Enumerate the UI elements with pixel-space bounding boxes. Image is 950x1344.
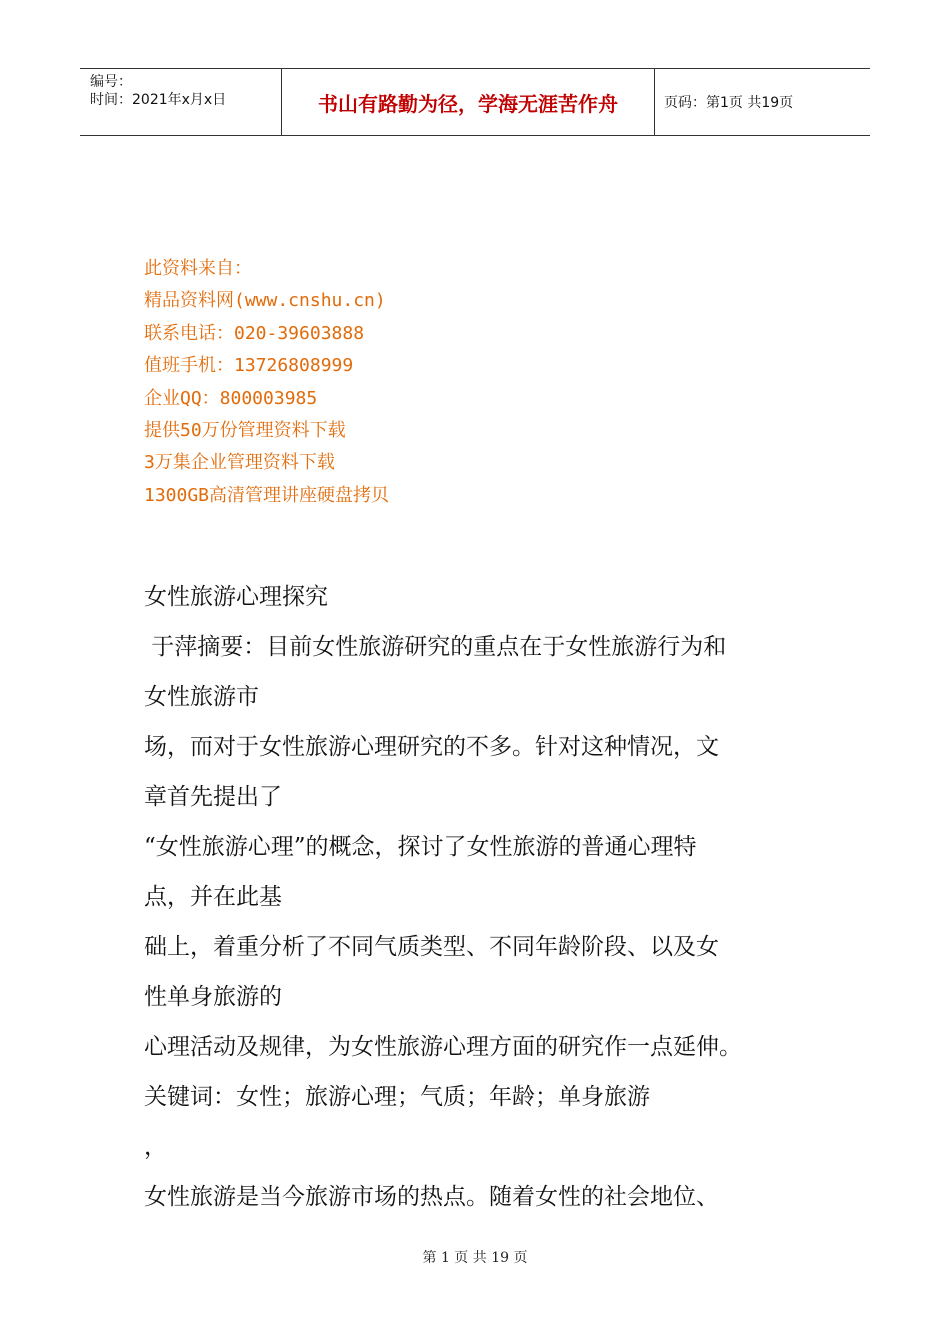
body-line: 心理活动及规律，为女性旅游心理方面的研究作一点延伸。 [144,1034,742,1060]
info-line: 精品资料网(www.cnshu.cn) [144,290,386,312]
body-line: 性单身旅游的 [144,984,282,1010]
info-line: 联系电话：020-39603888 [144,322,365,344]
body-line: 础上，着重分析了不同气质类型、不同年龄阶段、以及女 [144,934,719,960]
body-line: 女性旅游是当今旅游市场的热点。随着女性的社会地位、 [144,1184,719,1210]
info-line: 值班手机：13726808999 [144,355,354,377]
info-line: 此资料来自： [144,258,252,279]
body-line: 场，而对于女性旅游心理研究的不多。针对这种情况，文 [144,734,719,760]
header-page-cell [655,69,870,135]
info-line: 1300GB高清管理讲座硬盘拷贝 [144,484,390,506]
header-page-info: 页码：第1页 共19页 [664,95,794,111]
keywords-line: 关键词：女性；旅游心理；气质；年龄；单身旅游 [144,1084,650,1110]
body-line: ， [144,1134,167,1160]
info-line: 提供50万份管理资料下载 [144,419,346,441]
header-meta-cell [80,69,282,135]
time-label: 时间：2021年x月x日 [90,92,227,108]
number-label: 编号： [90,74,132,90]
article-body [144,578,824,1228]
info-line: 企业QQ：800003985 [144,387,318,409]
motto: 书山有路勤为径，学海无涯苦作舟 [318,92,618,116]
source-info-block [144,253,389,512]
header-motto-cell [282,69,655,135]
body-line: “女性旅游心理”的概念，探讨了女性旅游的普通心理特 [144,834,697,860]
body-line: 章首先提出了 [144,784,282,810]
body-line: 女性旅游市 [144,684,259,710]
article-title: 女性旅游心理探究 [144,584,328,610]
document-header [80,68,870,136]
info-line: 3万集企业管理资料下载 [144,452,335,474]
body-line: 于萍摘要：目前女性旅游研究的重点在于女性旅游行为和 [144,634,727,660]
body-line: 点，并在此基 [144,884,282,910]
page-footer: 第 1 页 共 19 页 [422,1250,528,1266]
